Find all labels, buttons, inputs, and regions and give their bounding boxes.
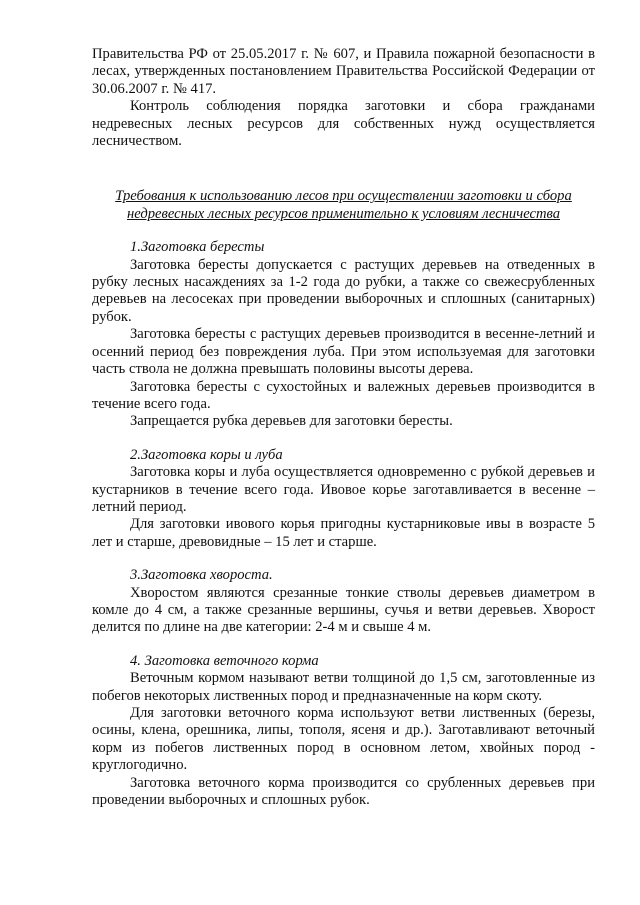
paragraph: Заготовка коры и луба осуществляется одновременно с рубкой деревьев и кустарников в течение всего года. Ивовое корье заготавливается в весенне – летний период.	[92, 464, 595, 515]
section-title: 4. Заготовка веточного корма	[130, 652, 319, 669]
paragraph: Заготовка веточного корма производится со срубленных деревьев при проведении выборочных и сплошных рубок.	[92, 774, 595, 809]
section-brushwood	[92, 567, 595, 637]
intro-paragraph: Контроль соблюдения порядка заготовки и сбора гражданами недревесных лесных ресурсов для собственных нужд осуществляется лесничеством.	[92, 98, 595, 150]
paragraph: Для заготовки ивового корья пригодны кустарниковые ивы в возрасте 5 лет и старше, древовидные – 15 лет и старше.	[92, 516, 595, 550]
section-twig-fodder	[92, 653, 595, 810]
paragraph: Заготовка бересты допускается с растущих деревьев на отведенных в рубку лесных насаждениях за 1-2 года до рубки, а также со свежесрубленных деревьев на лесосеках при проведении выборочных и сплошных (санитарных) рубок.	[92, 256, 595, 325]
paragraph: Хворостом являются срезанные тонкие стволы деревьев диаметром в комле до 4 см, а также срезанные вершины, сучья и ветви деревьев. Хворост делится по длине на две категории: 2-4 м и свыше 4 м.	[92, 584, 595, 636]
paragraph: Запрещается рубка деревьев для заготовки бересты.	[130, 413, 453, 430]
paragraph: Заготовка бересты с сухостойных и валежных деревьев производится в течение всего года.	[92, 378, 595, 412]
paragraph: Заготовка бересты с растущих деревьев производится в весенне-летний и осенний период без повреждения луба. При этом используемая для заготовки часть ствола не должна превышать половины высоты дерева.	[92, 326, 595, 378]
section-title: 2.Заготовка коры и луба	[130, 446, 283, 463]
section-bark-bast	[92, 447, 595, 551]
section-title: 3.Заготовка хвороста.	[130, 567, 273, 584]
paragraph: Для заготовки веточного корма используют ветви лиственных (березы, осины, клена, орешника, липы, тополя, ясеня и др.). Заготавливают веточный корм из побегов лиственных пород в основном летом, хвойных пород - круглогодично.	[92, 705, 595, 774]
paragraph: Веточным кормом называют ветви толщиной до 1,5 см, заготовленные из побегов некоторых лиственных пород и предназначенные на корм скоту.	[92, 670, 595, 704]
document-page	[92, 46, 595, 809]
section-title: 1.Заготовка бересты	[130, 239, 265, 256]
requirements-title: Требования к использованию лесов при осуществлении заготовки и сбора недревесных лесных ресурсов применительно к условиям лесничества	[115, 188, 572, 222]
section-birch-bark	[92, 239, 595, 430]
intro-paragraph: Правительства РФ от 25.05.2017 г. № 607, и Правила пожарной безопасности в лесах, утвержденных постановлением Правительства Российской Федерации от 30.06.2007 г. № 417.	[92, 46, 595, 97]
